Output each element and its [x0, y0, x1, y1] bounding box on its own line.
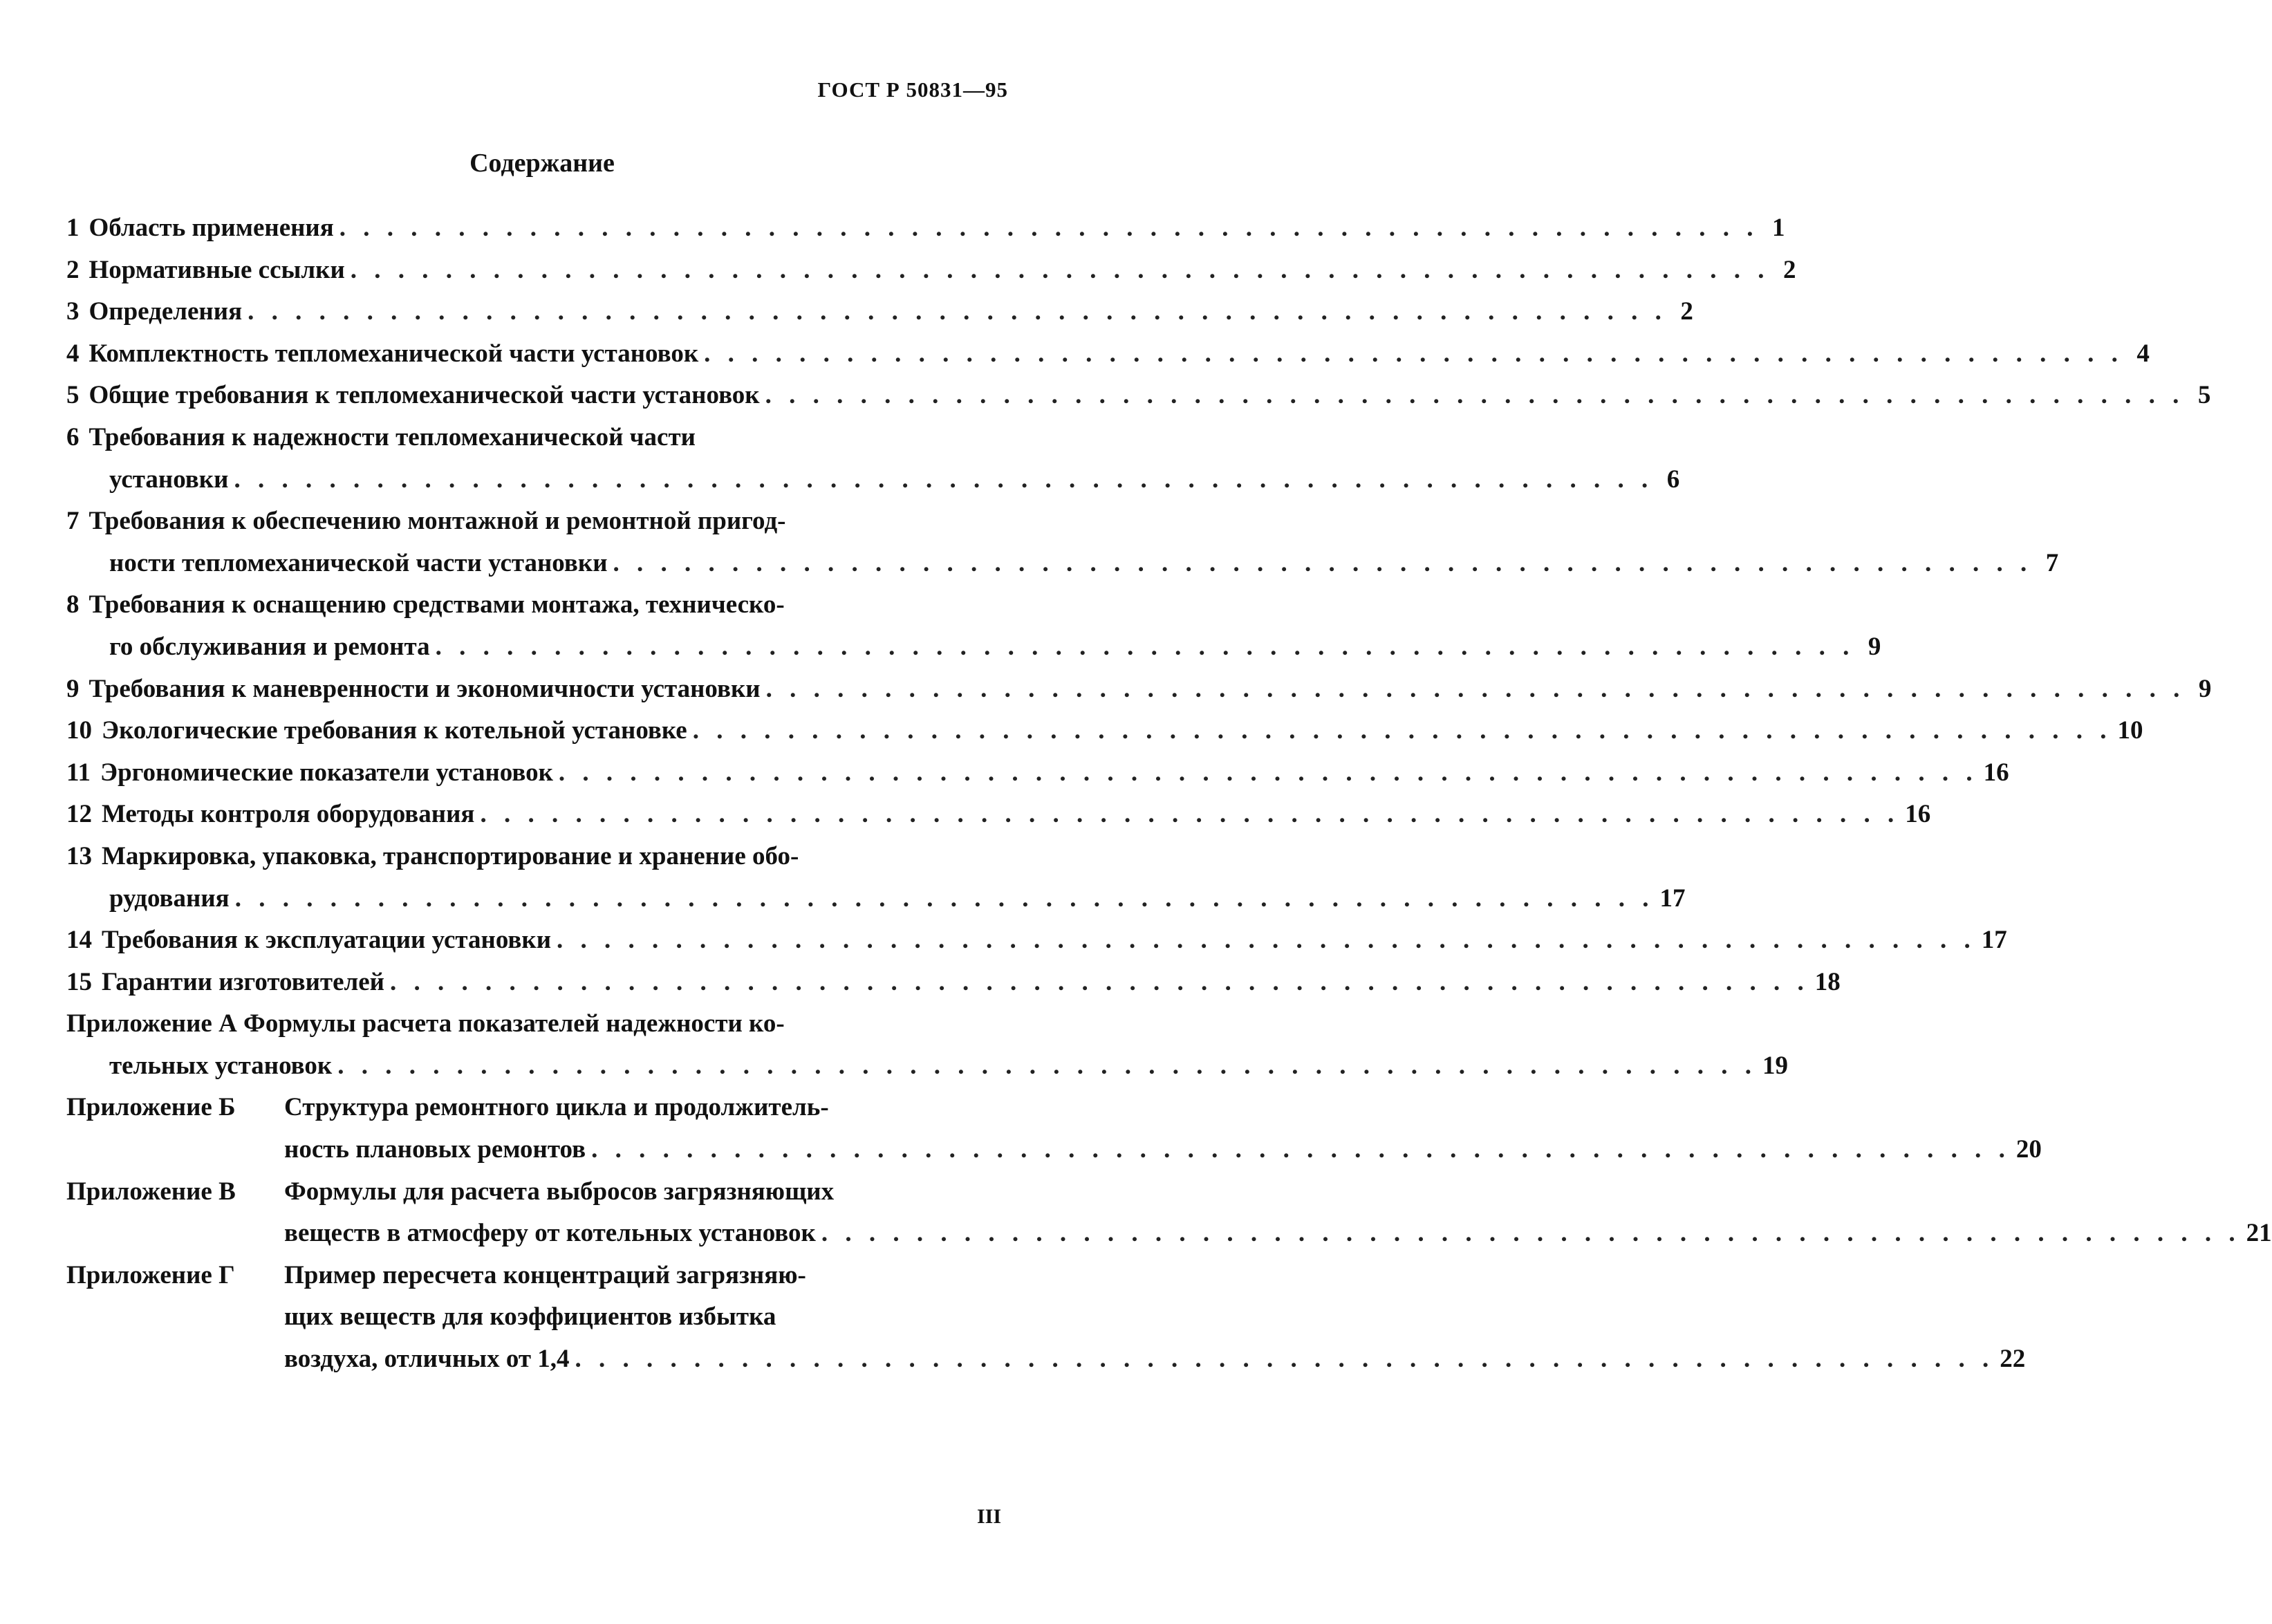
page-title: Содержание — [469, 149, 615, 178]
toc-entry[interactable] — [66, 920, 2007, 962]
toc-appendix-label: Приложение Б — [66, 1093, 236, 1122]
leader-dots — [235, 878, 1655, 920]
toc-section-title: Гарантии изготовителей — [102, 967, 384, 996]
toc-entry-line — [66, 417, 1007, 459]
leader-dots — [766, 669, 2186, 711]
toc-appendix-body — [284, 1087, 1007, 1129]
toc-page-number: 16 — [1983, 758, 2009, 787]
toc-section-number: 10 — [66, 716, 92, 745]
toc-entry-line — [66, 1338, 2026, 1381]
toc-entry-line — [66, 250, 1796, 292]
toc-entry-line — [66, 1003, 1007, 1045]
toc-section-title: рудования — [109, 884, 230, 913]
toc-page-number: 7 — [2045, 548, 2059, 577]
toc-entry[interactable] — [66, 836, 1686, 920]
page-number: III — [976, 1505, 1001, 1528]
leader-dots — [704, 333, 2123, 375]
toc-section-title: Эргономические показатели установок — [100, 758, 553, 787]
toc-entry-line — [66, 836, 1007, 878]
toc-section-title: Требования к надежности тепломеханической части — [89, 422, 696, 451]
toc-page-number: 10 — [2117, 716, 2143, 745]
toc-entry-line — [66, 752, 2009, 794]
toc-entry[interactable] — [66, 375, 2211, 417]
toc-section-title: установки — [109, 465, 229, 494]
toc-page-number: 6 — [1666, 465, 1680, 494]
toc-page-number: 5 — [2197, 381, 2211, 410]
toc-page-number: 22 — [2000, 1345, 2026, 1374]
toc-section-title: Экологические требования к котельной установке — [102, 716, 687, 745]
toc-appendix-label: Приложение Г — [66, 1260, 235, 1289]
leader-dots — [591, 1129, 2011, 1171]
toc-section-title: Нормативные ссылки — [89, 255, 345, 284]
toc-entry[interactable] — [66, 794, 1931, 836]
toc-entry-line — [66, 794, 1931, 836]
toc-section-number: 8 — [66, 590, 80, 619]
toc-entry-line — [66, 920, 2007, 962]
toc-entry-line — [66, 375, 2211, 417]
toc-section-number: 5 — [66, 381, 80, 410]
toc-appendix[interactable] — [66, 1171, 2272, 1255]
toc-entry-line — [66, 207, 1785, 250]
toc-entry[interactable] — [66, 417, 1680, 501]
toc-section-title: Определения — [89, 297, 243, 326]
toc-appendix-title: веществ в атмосферу от котельных установок — [284, 1219, 816, 1248]
table-of-contents — [66, 207, 2272, 1381]
toc-section-number: 4 — [66, 339, 80, 368]
toc-page-number: 1 — [1772, 214, 1785, 242]
toc-entry-line — [66, 291, 1693, 333]
toc-section-title: Маркировка, упаковка, транспортирование и хранение обо- — [102, 841, 799, 870]
toc-section-title: Общие требования к тепломеханической части установок — [89, 381, 760, 410]
toc-section-title: ности тепломеханической части установки — [109, 548, 608, 577]
toc-appendix-body — [284, 1255, 1007, 1297]
leader-dots — [765, 375, 2185, 417]
toc-entry[interactable] — [66, 710, 2143, 752]
toc-entry[interactable] — [66, 752, 2009, 794]
toc-page-number: 17 — [1659, 884, 1686, 913]
leader-dots — [559, 752, 1978, 794]
toc-entry-line — [66, 1296, 1007, 1338]
toc-entry[interactable] — [66, 291, 1693, 333]
toc-section-number: 2 — [66, 255, 80, 284]
toc-section-title: Требования к обеспечению монтажной и ремонтной пригод- — [89, 507, 786, 536]
toc-section-number: 14 — [66, 926, 92, 955]
leader-dots — [351, 250, 1770, 292]
toc-page-number: 9 — [2198, 674, 2212, 703]
toc-section-title: Методы контроля оборудования — [102, 800, 475, 829]
toc-appendix[interactable] — [66, 1087, 2042, 1170]
leader-dots — [575, 1338, 1995, 1381]
toc-page-number: 19 — [1762, 1051, 1788, 1080]
leader-dots — [821, 1213, 2241, 1255]
toc-appendix-title: ность плановых ремонтов — [284, 1135, 586, 1164]
toc-page-number: 9 — [1868, 632, 1881, 661]
toc-page-number: 2 — [1680, 297, 1693, 326]
toc-entry-line — [66, 710, 2143, 752]
toc-entry[interactable] — [66, 501, 2059, 584]
leader-dots — [339, 207, 1759, 250]
leader-dots — [234, 459, 1653, 501]
toc-page-number: 4 — [2136, 339, 2150, 368]
leader-dots — [693, 710, 2112, 752]
toc-appendix-title: тельных установок — [109, 1051, 333, 1080]
toc-entry-line — [66, 626, 1881, 669]
toc-page-number: 20 — [2015, 1135, 2042, 1164]
toc-appendix[interactable] — [66, 1255, 2026, 1381]
document-id: ГОСТ Р 50831—95 — [817, 77, 1008, 102]
leader-dots — [557, 920, 1976, 962]
toc-entry-line — [66, 584, 1007, 626]
toc-appendix-body — [284, 1171, 1007, 1213]
leader-dots — [436, 626, 1855, 669]
toc-entry[interactable] — [66, 669, 2212, 711]
toc-section-number: 3 — [66, 297, 80, 326]
toc-appendix-title: Формулы для расчета выбросов загрязняющих — [284, 1177, 835, 1206]
toc-section-title: Область применения — [89, 214, 334, 242]
toc-entry-line — [66, 1255, 1007, 1297]
leader-dots — [613, 543, 2033, 585]
toc-section-number: 15 — [66, 967, 92, 996]
leader-dots — [337, 1045, 1757, 1088]
toc-entry-line — [66, 669, 2212, 711]
toc-entry-line — [66, 543, 2059, 585]
toc-appendix-title: Приложение А Формулы расчета показателей надежности ко- — [66, 1009, 785, 1038]
toc-entry-line — [66, 459, 1680, 501]
toc-entry[interactable] — [66, 250, 1796, 292]
toc-appendix-label: Приложение В — [66, 1177, 236, 1206]
toc-section-title: Требования к маневренности и экономичности установки — [89, 674, 761, 703]
toc-section-title: Комплектность тепломеханической части установок — [89, 339, 699, 368]
toc-section-number: 12 — [66, 800, 92, 829]
toc-section-number: 1 — [66, 214, 80, 242]
toc-section-title: Требования к эксплуатации установки — [102, 926, 552, 955]
toc-entry-line — [66, 333, 2150, 375]
toc-page-number: 2 — [1783, 255, 1796, 284]
toc-section-title: Требования к оснащению средствами монтажа, техническо- — [89, 590, 785, 619]
toc-entry[interactable] — [66, 333, 2150, 375]
toc-appendix-title: воздуха, отличных от 1,4 — [284, 1345, 570, 1374]
toc-page-number: 21 — [2246, 1219, 2272, 1248]
toc-entry-line — [66, 962, 1841, 1004]
leader-dots — [390, 962, 1809, 1004]
toc-entry-line — [66, 1129, 2042, 1171]
toc-page-number: 18 — [1814, 967, 1841, 996]
toc-page-number: 17 — [1981, 926, 2007, 955]
toc-entry[interactable] — [66, 962, 1841, 1004]
toc-entry-line — [66, 1045, 1788, 1088]
toc-section-title: го обслуживания и ремонта — [109, 632, 430, 661]
toc-entry-line — [66, 1087, 1007, 1129]
toc-section-number: 7 — [66, 507, 80, 536]
toc-appendix-title: щих веществ для коэффициентов избытка — [284, 1303, 776, 1332]
toc-section-number: 6 — [66, 422, 80, 451]
toc-entry-line — [66, 878, 1686, 920]
toc-appendix-a[interactable] — [66, 1003, 1788, 1087]
toc-entry-line — [66, 1171, 1007, 1213]
toc-section-number: 9 — [66, 674, 80, 703]
toc-entry-line — [66, 1213, 2272, 1255]
toc-entry[interactable] — [66, 584, 1881, 668]
toc-appendix-title: Структура ремонтного цикла и продолжитель- — [284, 1093, 829, 1122]
toc-appendix-title: Пример пересчета концентраций загрязняю- — [284, 1260, 806, 1289]
toc-section-number: 13 — [66, 841, 92, 870]
toc-section-number: 11 — [66, 758, 91, 787]
toc-entry[interactable] — [66, 207, 1785, 250]
toc-page-number: 16 — [1905, 800, 1931, 829]
leader-dots — [480, 794, 1899, 836]
toc-entry-line — [66, 501, 1007, 543]
leader-dots — [248, 291, 1667, 333]
